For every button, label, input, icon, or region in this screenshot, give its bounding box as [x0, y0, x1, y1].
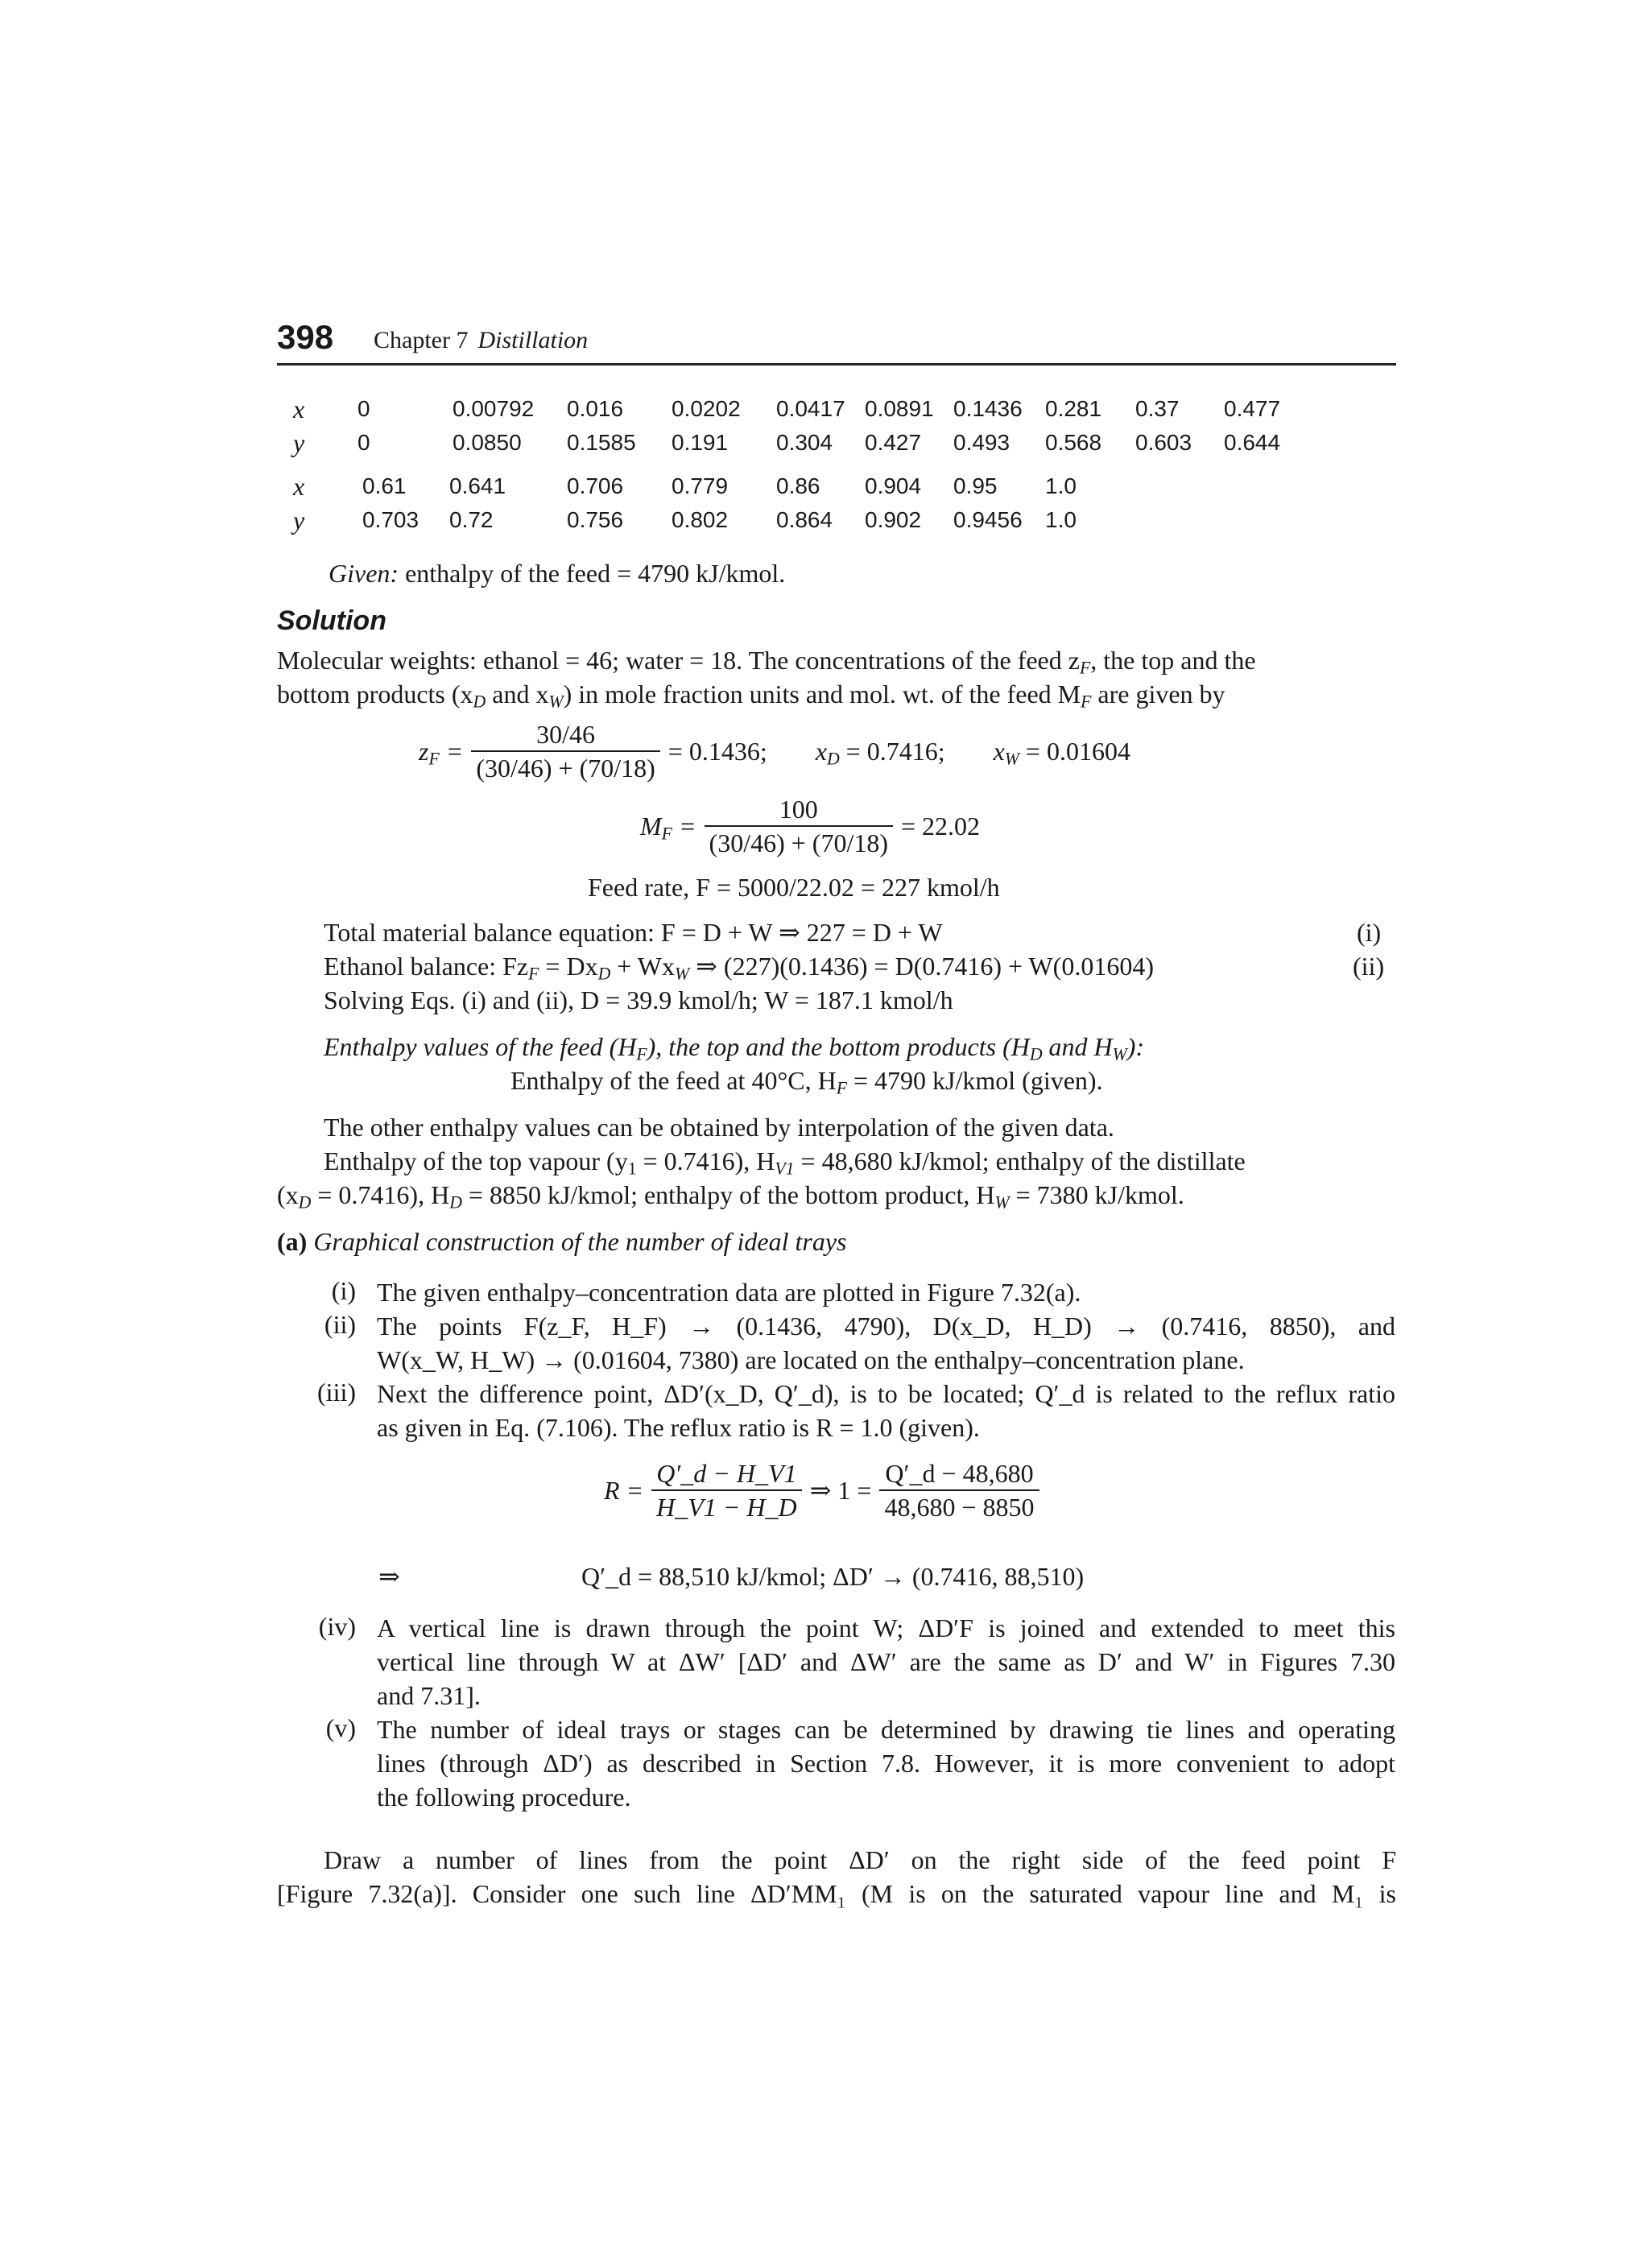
p1-sub-f2: F: [1081, 692, 1092, 712]
item-iv-marker: (iv): [318, 1612, 356, 1641]
item-v-line3: the following procedure.: [377, 1783, 631, 1812]
eq3-num2: Q′_d − 48,680: [879, 1457, 1039, 1491]
p1-sub-w: W: [548, 692, 564, 712]
table-row-label: y: [293, 428, 305, 457]
eq2-result: = 22.02: [901, 811, 981, 841]
given-statement: [329, 557, 785, 589]
p1-text-d: and x: [486, 680, 549, 708]
p1-sub-f: F: [1079, 658, 1091, 678]
table-cell: 1.0: [1045, 507, 1077, 532]
table-cell: 0.1436: [953, 396, 1023, 421]
eq1-numerator: 30/46: [471, 718, 659, 752]
eh-sub-w: W: [1112, 1044, 1127, 1064]
eh-sub-f: F: [636, 1044, 647, 1064]
p1-text-f: are given by: [1091, 680, 1225, 708]
table-cell: 0.86: [776, 473, 820, 498]
p3-c: = 48,680 kJ/kmol; enthalpy of the distillate: [794, 1146, 1246, 1175]
table-cell: 0.61: [362, 473, 407, 498]
b2-d: ⇒ (227)(0.1436) = D(0.7416) + W(0.01604): [689, 952, 1154, 981]
table-cell: 0.902: [865, 507, 922, 532]
table-cell: 0.37: [1135, 396, 1180, 421]
feed-rate-line: Feed rate, F = 5000/22.02 = 227 kmol/h: [588, 873, 1000, 902]
item-v-line1: The number of ideal trays or stages can be determined by drawing tie lines and operating: [377, 1715, 1395, 1744]
table-cell: 0.493: [953, 430, 1010, 455]
final-para-line2: [Figure 7.32(a)]. Consider one such line ΔD′MM₁ (M is on the saturated vapour line and M₁ is: [277, 1879, 1396, 1908]
solution-heading: Solution: [277, 605, 386, 636]
table-cell: 0: [357, 430, 370, 455]
para-interpolation: The other enthalpy values can be obtained by interpolation of the given data.: [324, 1113, 1114, 1142]
eq1-fraction: [471, 718, 659, 784]
item-v-marker: (v): [325, 1713, 356, 1742]
eq1-xw-sub: W: [1004, 748, 1019, 768]
item-i-text: The given enthalpy–concentration data are plotted in Figure 7.32(a).: [377, 1278, 1081, 1307]
eq1-xd-val: = 0.7416;: [845, 736, 945, 766]
p1-text-c: bottom products (x: [277, 680, 473, 708]
equation-feed-concentration: [419, 718, 1139, 784]
table-cell: 1.0: [1045, 473, 1077, 498]
para-enthalpy-line2: [277, 1179, 1184, 1211]
eq3-den2: 48,680 − 8850: [884, 1493, 1035, 1522]
eq-tag-ii: (ii): [1353, 952, 1385, 981]
table-cell: 0.603: [1135, 430, 1192, 455]
enthalpy-feed-line: [510, 1064, 1103, 1097]
table-row: [277, 506, 1404, 538]
final-para-line1: Draw a number of lines from the point ΔD′ on the right side of the feed point F: [324, 1845, 1396, 1874]
chapter-number: Chapter 7: [374, 327, 469, 353]
b2-sub-f: F: [528, 964, 539, 984]
b2-sub-w: W: [674, 964, 690, 984]
table-cell: 0: [357, 396, 370, 421]
eq2-lhs-sub: F: [661, 823, 672, 843]
p3-sub-d2: D: [449, 1192, 462, 1212]
p1-text-a: Molecular weights: ethanol = 46; water = 18. The concentrations of the feed z: [277, 646, 1080, 675]
eq1-xw: [994, 737, 1130, 766]
given-label: Given:: [329, 559, 399, 588]
table-cell: 0.304: [776, 430, 833, 455]
eq4-arrow: ⇒: [378, 1562, 400, 1591]
table-row: [277, 428, 1404, 461]
ethanol-balance-eq: [324, 950, 1154, 982]
eq1-xd-sub: D: [826, 748, 840, 768]
ef-a: Enthalpy of the feed at 40°C, H: [510, 1066, 837, 1095]
eq4-result: Q′_d = 88,510 kJ/kmol; ΔD′ → (0.7416, 88,510): [581, 1562, 1085, 1591]
item-iv-line1: A vertical line is drawn through the point W; ΔD′F is joined and extended to meet this: [377, 1613, 1395, 1642]
chapter-title: Distillation: [477, 327, 589, 353]
table-cell: 0.0202: [672, 396, 741, 421]
eq3-frac2: [879, 1457, 1039, 1523]
ef-b: = 4790 kJ/kmol (given).: [846, 1066, 1103, 1095]
p1-text-e: ) in mole fraction units and mol. wt. of the feed M: [563, 680, 1081, 708]
table-cell: 0.644: [1224, 430, 1281, 455]
b2-a: Ethanol balance: Fz: [324, 952, 529, 981]
p3-g: = 7380 kJ/kmol.: [1009, 1180, 1184, 1209]
table-cell: 0.641: [449, 473, 506, 498]
eq2-denominator: (30/46) + (70/18): [709, 828, 888, 857]
eh-c: and H: [1042, 1032, 1113, 1061]
table-cell: 0.00792: [453, 396, 535, 421]
eq3-num1: Q′_d − H_V1: [651, 1457, 801, 1491]
p3-e: = 0.7416), H: [311, 1180, 450, 1209]
eq2-fraction: [705, 793, 893, 859]
eq2-lhs: $M_F$ =: [640, 811, 696, 843]
section-a-title: Graphical construction of the number of ideal trays: [313, 1227, 847, 1256]
page-number: 398: [277, 318, 334, 356]
section-a-heading: [277, 1225, 846, 1258]
table-cell: 0.9456: [953, 507, 1023, 532]
item-iii-line2: as given in Eq. (7.106). The reflux ratio is R = 1.0 (given).: [377, 1413, 980, 1442]
table-cell: 0.427: [865, 430, 922, 455]
ef-sub-f: F: [836, 1078, 847, 1098]
p1-sub-d: D: [473, 692, 486, 712]
running-header: [277, 318, 1396, 366]
table-cell: 0.864: [776, 507, 833, 532]
total-balance-eq: Total material balance equation: F = D + W ⇒ 227 = D + W: [324, 918, 943, 947]
p3-sub-d: D: [298, 1192, 312, 1212]
eq2-numerator: 100: [705, 793, 893, 827]
item-ii-line2: W(x_W, H_W) → (0.01604, 7380) are located on the enthalpy–concentration plane.: [377, 1345, 1245, 1374]
para-molecular-weights-line1: [277, 644, 1396, 676]
eq2-lhs-var: M: [640, 811, 662, 841]
table-cell: 0.706: [567, 473, 624, 498]
eq1-xw-var: x: [993, 736, 1005, 766]
eq1-result: = 0.1436;: [667, 736, 767, 766]
p3-f: = 8850 kJ/kmol; enthalpy of the bottom product, H: [461, 1180, 995, 1209]
table-row: [277, 472, 1404, 504]
eh-sub-d: D: [1029, 1044, 1043, 1064]
b2-c: + Wx: [610, 952, 675, 981]
table-cell: 0.802: [672, 507, 729, 532]
p3-a: Enthalpy of the top vapour (y: [324, 1146, 628, 1175]
b2-b: = Dx: [539, 952, 598, 981]
item-ii-line1: The points F(z_F, H_F) → (0.1436, 4790), D(x_D, H_D) → (0.7416, 8850), and: [377, 1312, 1395, 1341]
table-cell: 0.72: [449, 507, 494, 532]
p3-d: (x: [277, 1180, 299, 1209]
item-ii-marker: (ii): [324, 1310, 356, 1339]
item-i-marker: (i): [331, 1276, 356, 1305]
eq1-xd-var: x: [815, 736, 827, 766]
eh-d: ):: [1126, 1032, 1145, 1061]
given-text: enthalpy of the feed = 4790 kJ/kmol.: [405, 559, 786, 588]
item-iii-line1: Next the difference point, ΔD′(x_D, Q′_d), is to be located; Q′_d is related to the reflux ratio: [377, 1379, 1395, 1408]
eq1-xd: [816, 737, 945, 766]
p3-sub-w: W: [994, 1192, 1010, 1212]
item-iv-line2: vertical line through W at ΔW′ [ΔD′ and ΔW′ are the same as D′ and W′ in Figures 7.30: [377, 1647, 1395, 1676]
table-cell: 0.95: [953, 473, 998, 498]
table-cell: 0.016: [567, 396, 624, 421]
p3-b: = 0.7416), H: [636, 1146, 775, 1175]
table-cell: 0.779: [672, 473, 729, 498]
eh-b: ), the top and the bottom products (H: [647, 1032, 1030, 1061]
eq3-mid: ⇒ 1 =: [809, 1476, 872, 1505]
enthalpy-heading: [324, 1031, 1144, 1063]
item-v-line2: lines (through ΔD′) as described in Section 7.8. However, it is more convenient to adopt: [377, 1749, 1395, 1778]
eq1-lhs: $z_F$ =: [419, 736, 464, 768]
table-cell: 0.1585: [567, 430, 636, 455]
table-cell: 0.0891: [865, 396, 934, 421]
table-row: [277, 395, 1404, 427]
p3-sub-1: 1: [627, 1159, 637, 1179]
eq1-lhs-var: z: [419, 736, 429, 766]
table-row-label: x: [293, 472, 305, 501]
para-enthalpy-line1: [324, 1145, 1246, 1177]
para-molecular-weights-line2: [277, 678, 1396, 710]
section-a-label: (a): [277, 1227, 308, 1256]
eq1-lhs-sub: F: [428, 748, 440, 768]
table-cell: 0.756: [567, 507, 624, 532]
item-iv-line3: and 7.31].: [377, 1681, 481, 1710]
table-cell: 0.281: [1045, 396, 1102, 421]
table-row-label: x: [293, 395, 305, 423]
eq1-xw-val: = 0.01604: [1025, 736, 1130, 766]
table-cell: 0.477: [1224, 396, 1281, 421]
chapter-label: [374, 326, 588, 355]
table-cell: 0.0417: [776, 396, 845, 421]
eq3-lhs: R =: [604, 1475, 644, 1505]
table-row-label: y: [293, 506, 305, 535]
solve-line: Solving Eqs. (i) and (ii), D = 39.9 kmol/h; W = 187.1 kmol/h: [324, 985, 953, 1014]
table-cell: 0.904: [865, 473, 922, 498]
equation-reflux: [604, 1457, 1048, 1523]
eq-tag-i: (i): [1357, 918, 1382, 947]
table-cell: 0.0850: [453, 430, 522, 455]
eq3-frac1: [651, 1457, 801, 1523]
eh-a: Enthalpy values of the feed (H: [324, 1032, 637, 1061]
table-cell: 0.191: [672, 430, 729, 455]
p1-text-b: , the top and the: [1090, 646, 1256, 675]
eq3-den1: H_V1 − H_D: [656, 1493, 797, 1522]
equation-feed-molwt: [640, 793, 988, 859]
b2-sub-d: D: [597, 964, 611, 984]
table-cell: 0.568: [1045, 430, 1102, 455]
table-cell: 0.703: [362, 507, 419, 532]
eq1-denominator: (30/46) + (70/18): [476, 754, 655, 783]
item-iii-marker: (iii): [317, 1378, 356, 1407]
p3-sub-v1: V1: [775, 1159, 795, 1179]
